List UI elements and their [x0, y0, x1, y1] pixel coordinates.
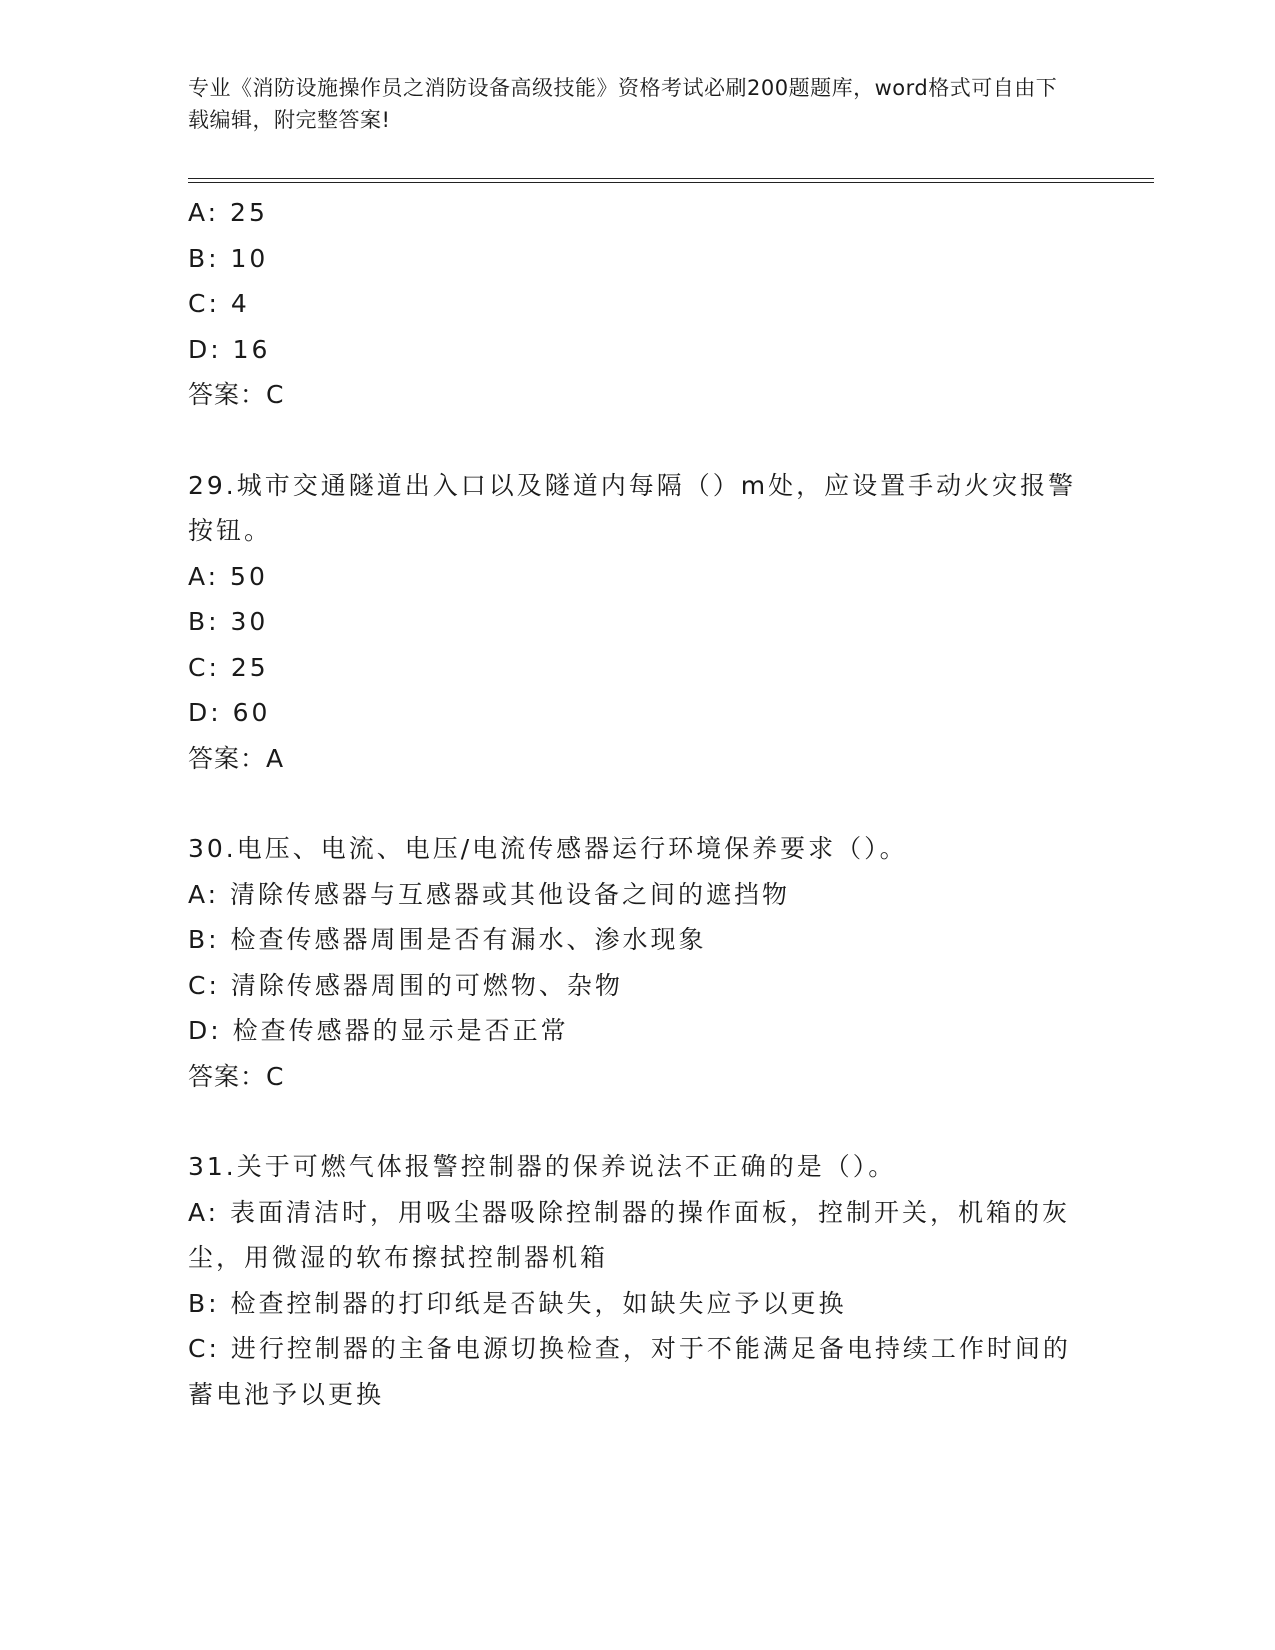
option-a: A: 表面清洁时，用吸尘器吸除控制器的操作面板，控制开关，机箱的灰尘，用微湿的软布擦拭控制器机箱	[188, 1197, 1071, 1272]
question-28-continued	[188, 190, 1088, 418]
option-c: C: 4	[188, 289, 250, 318]
option-b: B: 30	[188, 607, 269, 636]
option-c: C: 清除传感器周围的可燃物、杂物	[188, 970, 623, 1000]
question-list	[188, 190, 1088, 1417]
question-31	[188, 1144, 1088, 1417]
page-header-text: 专业《消防设施操作员之消防设备高级技能》资格考试必刷200题题库，word格式可自由下载编辑，附完整答案!	[188, 76, 1058, 132]
question-stem: 31.关于可燃气体报警控制器的保养说法不正确的是（）。	[188, 1152, 897, 1181]
option-d: D: 检查传感器的显示是否正常	[188, 1016, 569, 1045]
question-29	[188, 463, 1088, 782]
page-header	[188, 72, 1068, 136]
option-d: D: 16	[188, 334, 271, 364]
answer: 答案：C	[188, 380, 285, 409]
option-b: B: 检查传感器周围是否有漏水、渗水现象	[188, 925, 707, 954]
option-a: A: 清除传感器与互感器或其他设备之间的遮挡物	[188, 879, 791, 909]
option-c: C: 25	[188, 652, 269, 682]
option-b: B: 检查控制器的打印纸是否缺失，如缺失应予以更换	[188, 1288, 847, 1318]
question-stem: 29.城市交通隧道出入口以及隧道内每隔（）m处，应设置手动火灾报警按钮。	[188, 470, 1077, 545]
question-30	[188, 826, 1088, 1099]
option-b: B: 10	[188, 243, 269, 273]
option-a: A: 25	[188, 198, 268, 227]
answer: 答案：A	[188, 743, 285, 773]
option-a: A: 50	[188, 561, 268, 591]
answer: 答案：C	[188, 1061, 285, 1091]
question-stem: 30.电压、电流、电压/电流传感器运行环境保养要求（）。	[188, 834, 908, 863]
option-d: D: 60	[188, 698, 271, 727]
option-c: C: 进行控制器的主备电源切换检查，对于不能满足备电持续工作时间的蓄电池予以更换	[188, 1334, 1071, 1409]
header-divider	[188, 178, 1154, 183]
